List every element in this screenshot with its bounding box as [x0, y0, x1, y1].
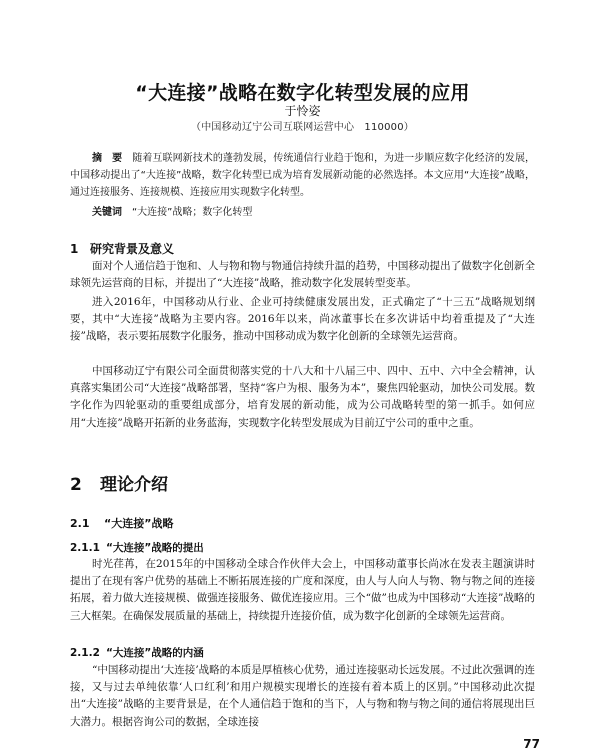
- section-2-1-1-title: “大连接”战略的提出: [106, 542, 204, 554]
- paragraph-3: 中国移动辽宁有限公司全面贯彻落实党的十八大和十八届三中、四中、五中、六中全会精神，认真落实集团公司“大连接”战略部署，坚持“客户为根、服务为本”，聚焦四轮驱动，加快公司发展。数字化作为四轮驱动的重要组成部分，培育发展的新动能，成为公司战略转型的第一抓手。如何应用“大连接”战略开拓新的业务蓝海，实现数字化转型发展成为目前辽宁公司的重中之重。: [70, 365, 535, 429]
- section-1-title: 研究背景及意义: [90, 242, 175, 256]
- author-affiliation: （中国移动辽宁公司互联网运营中心 110000）: [191, 122, 414, 133]
- section-2-number: 2: [70, 475, 82, 495]
- paragraph-5: “中国移动提出‘大连接’战略的本质是厚植核心优势，通过连接驱动长远发展。不过此次强调的连接，又与过去单纯依靠‘人口红利’和用户规模实现增长的连接有着本质上的区别。”中国移动此次提出“大连接”战略的主要背景是，在个人通信趋于饱和的当下，人与物和物与物之间的通信将展现出巨大潜力。根据咨询公司的数据，全球连接: [70, 664, 535, 728]
- abstract-text: 随着互联网新技术的蓬勃发展，传统通信行业趋于饱和，为进一步顺应数字化经济的发展，中国移动提出了“大连接”战略，数字化转型已成为培育发展新动能的必然选择。本文应用“大连接”战略，通过连接服务、连接规模、连接应用实现数字化转型。: [70, 153, 536, 198]
- author-name: 于怜姿: [284, 104, 321, 118]
- section-1-heading: [70, 240, 174, 257]
- section-2-1-1-heading: [70, 540, 204, 555]
- abstract: [70, 150, 535, 201]
- paragraph-4: 时光荏苒，在2015年的中国移动全球合作伙伴大会上，中国移动董事长尚冰在发表主题演讲时提出了在现有客户优势的基础上不断拓展连接的广度和深度，由人与人向人与物、物与物之间的连接拓展，着力做大连接规模、做强连接服务、做优连接应用。三个“做”也成为中国移动“大连接”战略的三大框架。在确保发展质量的基础上，持续提升连接价值，成为数字化创新的全球领先运营商。: [70, 558, 535, 622]
- section-2-1-number: 2.1: [70, 517, 90, 530]
- paragraph-1: 面对个人通信趋于饱和、人与物和物与物通信持续升温的趋势，中国移动提出了做数字化创新全球领先运营商的目标，并提出了“大连接”战略，推动数字化发展转型变革。: [70, 260, 535, 290]
- paper-page: [70, 0, 540, 755]
- section-2-1-2-title: “大连接”战略的内涵: [106, 647, 204, 659]
- paper-title: “大连接”战略在数字化转型发展的应用: [135, 82, 470, 104]
- page-number: 77: [523, 737, 540, 751]
- section-1-number: 1: [70, 242, 79, 256]
- abstract-label: 摘 要: [92, 153, 123, 164]
- keywords-text: “大连接”战略；数字化转型: [122, 207, 253, 218]
- section-2-1-heading: [70, 515, 173, 531]
- section-2-1-2-number: 2.1.2: [70, 647, 100, 659]
- section-2-1-2-heading: [70, 645, 204, 660]
- section-2-1-1-number: 2.1.1: [70, 542, 100, 554]
- section-2-heading: [70, 470, 168, 495]
- keywords-label: 关键词: [92, 207, 122, 218]
- section-2-1-title: “大连接”战略: [104, 517, 174, 530]
- keywords: [92, 204, 532, 221]
- paragraph-2: 进入2016年，中国移动从行业、企业可持续健康发展出发，正式确定了“十三五”战略规划纲要，其中“大连接”战略为主要内容。2016年以来，尚冰董事长在多次讲话中均着重提及了“大连接”战略，表示要拓展数字化服务，推动中国移动成为数字化创新的全球领先运营商。: [70, 296, 535, 343]
- section-2-title: 理论介绍: [100, 475, 168, 495]
